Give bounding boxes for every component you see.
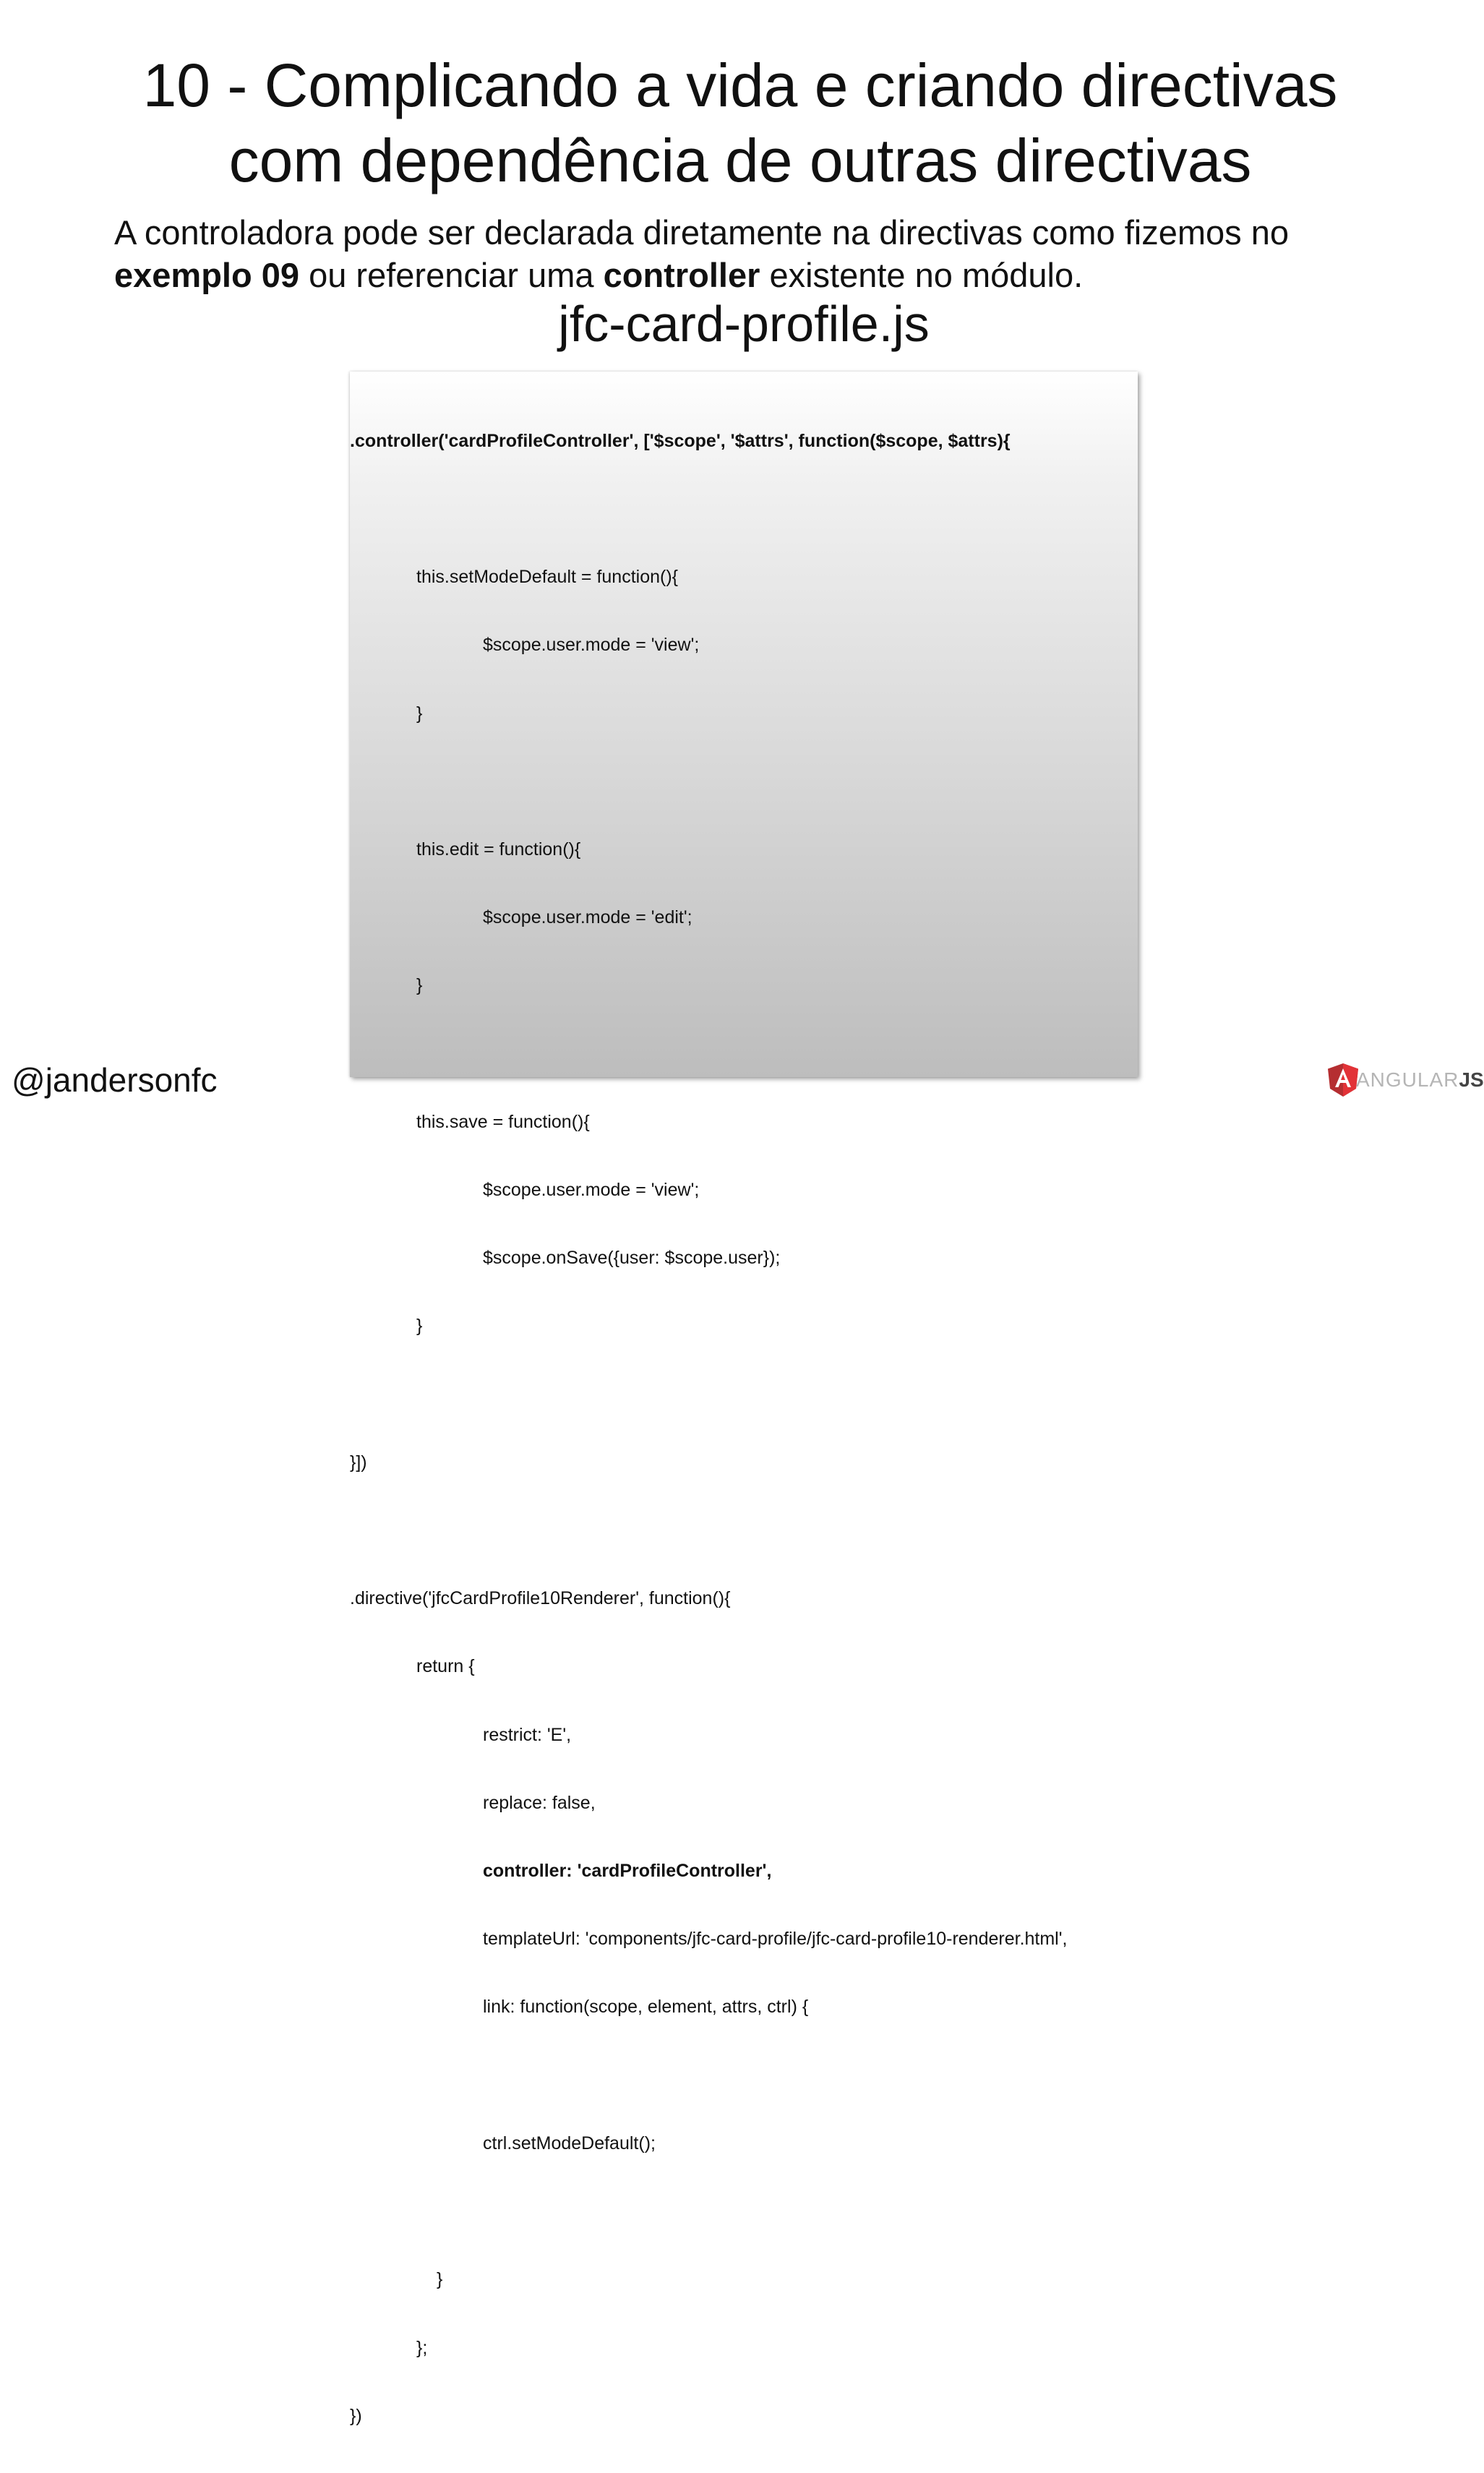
code-line xyxy=(350,771,1067,793)
code-line: } xyxy=(416,703,423,724)
code-line xyxy=(350,2200,1067,2223)
angularjs-logo-suffix: JS xyxy=(1459,1068,1484,1091)
code-line: return { xyxy=(416,1656,475,1677)
code-line: $scope.user.mode = 'view'; xyxy=(483,635,700,656)
slide-title xyxy=(0,48,1480,198)
angularjs-shield-icon xyxy=(1327,1063,1359,1097)
code-line: } xyxy=(416,975,423,996)
author-handle: @jandersonfc xyxy=(12,1061,218,1099)
intro-text-2: ou referenciar uma xyxy=(299,256,604,294)
intro-paragraph xyxy=(114,211,1415,296)
code-line: restrict: 'E', xyxy=(483,1724,572,1745)
code-line xyxy=(350,498,1067,520)
code-line: .controller('cardProfileController', ['$scope', '$attrs', function($scope, $attrs){ xyxy=(350,430,1011,451)
intro-text-1: A controladora pode ser declarada diretamente na directivas como fizemos no xyxy=(114,213,1290,252)
code-line: }) xyxy=(350,2405,362,2426)
code-line: }; xyxy=(416,2337,428,2358)
intro-bold-example: exemplo 09 xyxy=(114,256,300,294)
code-line: } xyxy=(437,2269,443,2290)
code-line: .directive('jfcCardProfile10Renderer', function(){ xyxy=(350,1588,731,1609)
code-line: controller: 'cardProfileController', xyxy=(483,1861,772,1882)
code-line: this.setModeDefault = function(){ xyxy=(416,567,678,588)
code-block xyxy=(350,372,1138,2426)
code-line: ctrl.setModeDefault(); xyxy=(483,2133,656,2153)
intro-text-3: existente no módulo. xyxy=(760,256,1084,294)
code-line: replace: false, xyxy=(483,1792,596,1813)
code-line: }]) xyxy=(350,1452,367,1473)
code-lines xyxy=(350,385,1067,2473)
code-line: link: function(scope, element, attrs, ctrl) { xyxy=(483,1997,809,2018)
code-line: $scope.user.mode = 'edit'; xyxy=(483,907,692,928)
code-line xyxy=(350,1520,1067,1542)
code-line xyxy=(350,2065,1067,2087)
code-line: $scope.onSave({user: $scope.user}); xyxy=(483,1248,781,1269)
code-line: templateUrl: 'components/jfc-card-profile/jfc-card-profile10-renderer.html', xyxy=(483,1929,1068,1950)
code-line: this.save = function(){ xyxy=(416,1111,590,1132)
code-line: } xyxy=(416,1316,423,1337)
code-line: $scope.user.mode = 'view'; xyxy=(483,1180,700,1201)
angularjs-logo xyxy=(1327,1060,1484,1100)
code-line xyxy=(350,1043,1067,1066)
code-line xyxy=(350,1384,1067,1406)
angularjs-logo-text xyxy=(1356,1068,1484,1092)
file-name-heading: jfc-card-profile.js xyxy=(558,296,930,352)
angularjs-logo-word: ANGULAR xyxy=(1356,1068,1459,1091)
slide-title-line-1: 10 - Complicando a vida e criando directivas xyxy=(142,51,1338,119)
slide-title-line-2: com dependência de outras directivas xyxy=(228,127,1252,194)
intro-bold-controller: controller xyxy=(603,256,760,294)
code-line: this.edit = function(){ xyxy=(416,839,581,860)
